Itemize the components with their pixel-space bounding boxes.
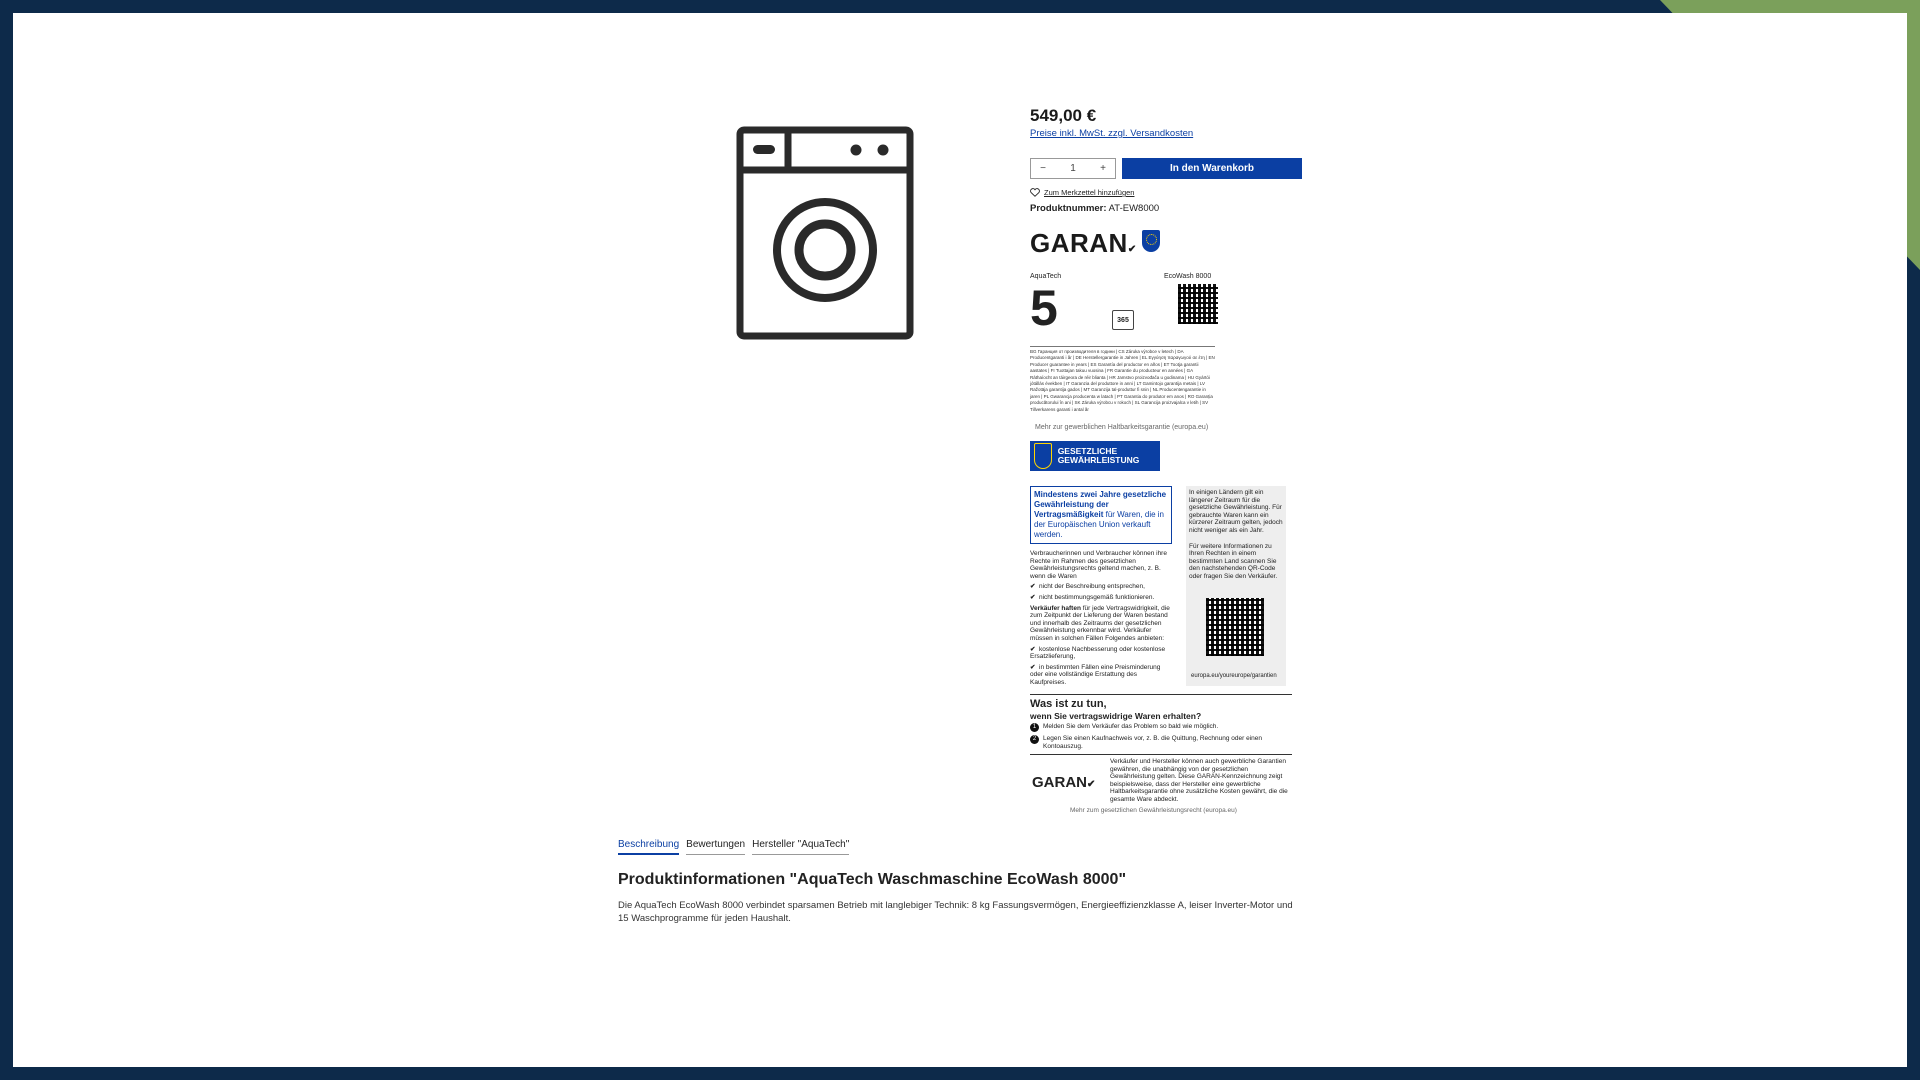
product-tabs (618, 839, 849, 855)
warranty-left-column (1030, 486, 1172, 690)
warranty-banner-label: GESETZLICHE GEWÄHRLEISTUNG (1057, 446, 1140, 465)
warranty-url: europa.eu/youreurope/garantien (1191, 673, 1277, 680)
garan-logo: GARAN✔ (1030, 228, 1137, 258)
page-canvas (13, 13, 1907, 1067)
what-to-do-subtitle: wenn Sie vertragswidrige Waren erhalten? (1030, 711, 1202, 721)
calendar-icon: 365 (1112, 310, 1134, 330)
check-icon: ✔ (1030, 583, 1036, 591)
warranty-right-column (1186, 486, 1286, 686)
tab-description[interactable]: Beschreibung (618, 839, 679, 855)
garan-more-link[interactable]: Mehr zur gewerblichen Haltbarkeitsgarantie (europa.eu) (1035, 424, 1209, 431)
warranty-bullet: ✔ kostenlose Nachbesserung oder kostenlose Ersatzlieferung, (1030, 645, 1166, 661)
warranty-banner (1030, 441, 1160, 471)
garan-logo-small: GARAN✔ (1032, 774, 1096, 791)
check-icon: ✔ (1030, 593, 1036, 601)
garan-model: EcoWash 8000 (1164, 273, 1212, 280)
check-icon: ✔ (1030, 645, 1036, 653)
check-icon: ✔ (1030, 663, 1036, 671)
heart-icon (1030, 188, 1040, 197)
add-to-cart-button[interactable]: In den Warenkorb (1122, 158, 1302, 179)
tab-reviews[interactable]: Bewertungen (686, 839, 745, 855)
qr-code-icon (1178, 284, 1218, 324)
warranty-highlight-box: Mindestens zwei Jahre gesetzliche Gewährleistung der Vertragsmäßigkeit für Waren, die in der Europäischen Union verkauft werden. (1030, 486, 1172, 544)
product-number (1030, 203, 1159, 214)
eu-shield-icon (1142, 230, 1160, 252)
warranty-right-p1: In einigen Ländern gilt ein längerer Zeitraum für die gesetzliche Gewährleistung. Für gebrauchte Waren kann ein kürzerer Zeitraum gelten, jedoch nicht weniger als ein Jahr. (1189, 489, 1283, 534)
legal-warranty-notice (1030, 441, 1292, 821)
washing-machine-icon (723, 113, 923, 353)
divider (1030, 694, 1292, 695)
qty-minus-button[interactable]: − (1040, 163, 1046, 174)
warranty-bullet: ✔ in bestimmten Fällen eine Preisminderung oder eine vollständige Erstattung des Kaufpreises. (1030, 663, 1161, 686)
warranty-p1: Verbraucherinnen und Verbraucher können ihre Rechte im Rahmen des gesetzlichen Gewährleistungsrechts geltend machen, z. B. wenn die Waren (1030, 550, 1167, 580)
price-note-link[interactable]: Preise inkl. MwSt. zzgl. Versandkosten (1030, 128, 1194, 139)
description-title: Produktinformationen "AquaTech Waschmaschine EcoWash 8000" (618, 871, 1127, 888)
warranty-right-p2: Für weitere Informationen zu Ihren Rechten in einem bestimmten Land scannen Sie den nachstehenden QR-Code oder fragen Sie den Verkäufer. (1189, 542, 1278, 580)
quantity-stepper[interactable] (1030, 158, 1116, 179)
wishlist-label: Zum Merkzettel hinzufügen (1044, 188, 1135, 197)
garan-explanation: Verkäufer und Hersteller können auch gewerbliche Garantien gewähren, die unabhängig von der gesetzlichen Gewährleistung gelten. Diese GARAN-Kennzeichnung zeigt beispielsweise, dass der Hersteller eine gewerbliche Haltbarkeitsgarantie ohne zusätzliche Kosten gewährt, die die gesamte Ware abdeckt. (1110, 758, 1288, 803)
quantity-input[interactable]: 1 (1070, 163, 1076, 174)
tab-manufacturer[interactable]: Hersteller "AquaTech" (752, 839, 849, 855)
description-text: Die AquaTech EcoWash 8000 verbindet sparsamen Betrieb mit langlebiger Technik: 8 kg Fassungsvermögen, Energieeffizienzklasse A, leiser Inverter-Motor und 15 Waschprogramme für jeden Haushalt. (618, 900, 1293, 924)
step-2: 2 Legen Sie einen Kaufnachweis vor, z. B. die Quittung, Rechnung oder einen Kontoauszug. (1030, 735, 1292, 750)
product-number-value: AT-EW8000 (1108, 203, 1160, 214)
warranty-more-link[interactable]: Mehr zum gesetzlichen Gewährleistungsrecht (europa.eu) (1070, 807, 1237, 814)
price: 549,00 € (1030, 106, 1097, 125)
garan-brand: AquaTech (1030, 273, 1062, 280)
product-number-label: Produktnummer: (1030, 203, 1107, 214)
step-number-icon: 1 (1030, 723, 1039, 732)
step-number-icon: 2 (1030, 735, 1039, 744)
eu-shield-icon (1034, 443, 1052, 469)
warranty-bullet: ✔ nicht der Beschreibung entsprechen, (1030, 583, 1145, 591)
wishlist-link[interactable] (1030, 188, 1134, 197)
warranty-bullet: ✔ nicht bestimmungsgemäß funktionieren. (1030, 593, 1155, 601)
divider (1030, 754, 1292, 755)
garan-years: 5 (1030, 280, 1058, 336)
step-1: 1 Melden Sie dem Verkäufer das Problem so bald wie möglich. (1030, 723, 1292, 732)
garan-languages: BG Гаранция от производителя в години | CS Záruka výrobce v letech | DA Producentgaranti i år | DE Herstellergarantie in Jahren | EL Εγγύηση παραγωγού σε έτη | EN Producer guarantee in years | ES Garantía del productor en años | ET Tootja garantii aastates | FI Tuottajan takuu vuosina | FR Garantie du producteur en années | GA Ráthaíocht an táirgeora de réir blianta | HR Jamstvo proizvođača u godinama | HU Gyártói jótállás években | IT Garanzia del produttore in anni | LT Gamintojo garantija metais | LV Ražotāja garantija gados | MT Garanzija tal-produttur fi snin | NL Producentengarantie in jaren | PL Gwarancja producenta w latach | PT Garantia do produtor em anos | RO Garanția producătorului în ani | SK Záruka výrobcu v rokoch | SL Garancija proizvajalca v letih | SV Tillverkarens garanti i antal år (1030, 346, 1215, 419)
what-to-do-title: Was ist zu tun, (1030, 698, 1107, 710)
warranty-p2: Verkäufer haften für jede Vertragswidrigkeit, die zum Zeitpunkt der Lieferung der Waren bestand und innerhalb des Zeitraums der gesetzlichen Gewährleistung erkennbar wird. Verkäufer müssen in solchen Fällen Folgendes anbieten: (1030, 604, 1170, 642)
qty-plus-button[interactable]: + (1100, 163, 1106, 174)
garan-label (1030, 228, 1215, 431)
qr-code-icon (1206, 598, 1264, 656)
